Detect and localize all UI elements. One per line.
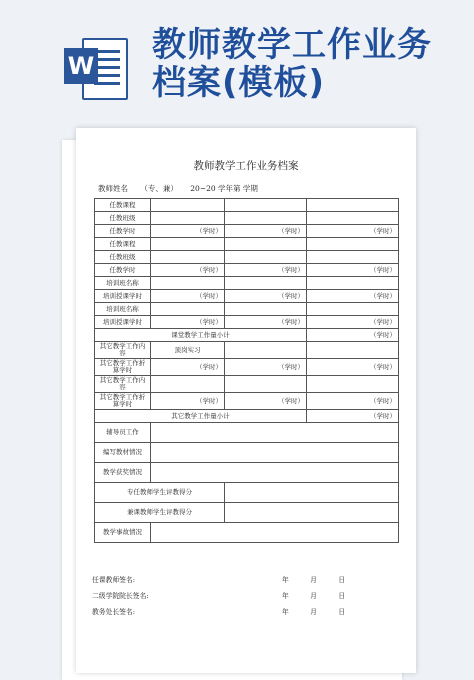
table-row: 培训班名称 [95, 277, 399, 290]
table-row: 其它教学工作量小计 （学时） [95, 410, 399, 423]
table-row: 任教课程 [95, 238, 399, 251]
table-row: 其它教学工作内容 [95, 376, 399, 393]
teacher-type-label: （专、兼） [140, 184, 178, 193]
table-row: 任教学时 （学时） （学时） （学时） [95, 225, 399, 238]
table-row: 专任教师学生评教得分 [95, 483, 399, 503]
table-row: 课堂教学工作量小计 （学时） [95, 329, 399, 342]
table-row: 任教班级 [95, 251, 399, 264]
signature-dean: 二级学院院长签名: 年 月 日 [92, 592, 346, 600]
table-row: 任教班级 [95, 212, 399, 225]
teacher-info-row [98, 183, 268, 194]
table-row: 教学事故情况 [95, 523, 399, 543]
document-page [76, 128, 416, 673]
table-row: 教学获奖情况 [95, 463, 399, 483]
table-row: 其它教学工作折算学时 （学时） （学时） （学时） [95, 359, 399, 376]
table-row: 培训授课学时 （学时） （学时） （学时） [95, 316, 399, 329]
signature-academic-director: 教务处长签名: 年 月 日 [92, 608, 346, 616]
table-row: 任教课程 [95, 199, 399, 212]
table-row: 培训班名称 [95, 303, 399, 316]
teacher-name-label: 教师姓名 [98, 184, 128, 193]
word-document-icon [64, 34, 126, 100]
banner [0, 0, 474, 120]
table-row: 其它教学工作折算学时 （学时） （学时） （学时） [95, 393, 399, 410]
banner-title: 教师教学工作业务 档案(模板) [152, 25, 432, 103]
table-row: 编写教材情况 [95, 443, 399, 463]
term-label: 20~20 学年第 学期 [190, 184, 258, 193]
table-row: 其它教学工作内容 顶岗实习 [95, 342, 399, 359]
archive-form-table [94, 198, 399, 543]
word-badge: W [64, 48, 98, 84]
table-row: 辅导员工作 [95, 423, 399, 443]
document-title: 教师教学工作业务档案 [193, 160, 299, 172]
table-row: 任教学时 （学时） （学时） （学时） [95, 264, 399, 277]
table-row: 兼课教师学生评教得分 [95, 503, 399, 523]
signature-teacher: 任课教师签名: 年 月 日 [92, 576, 346, 584]
table-row: 培训授课学时 （学时） （学时） （学时） [95, 290, 399, 303]
